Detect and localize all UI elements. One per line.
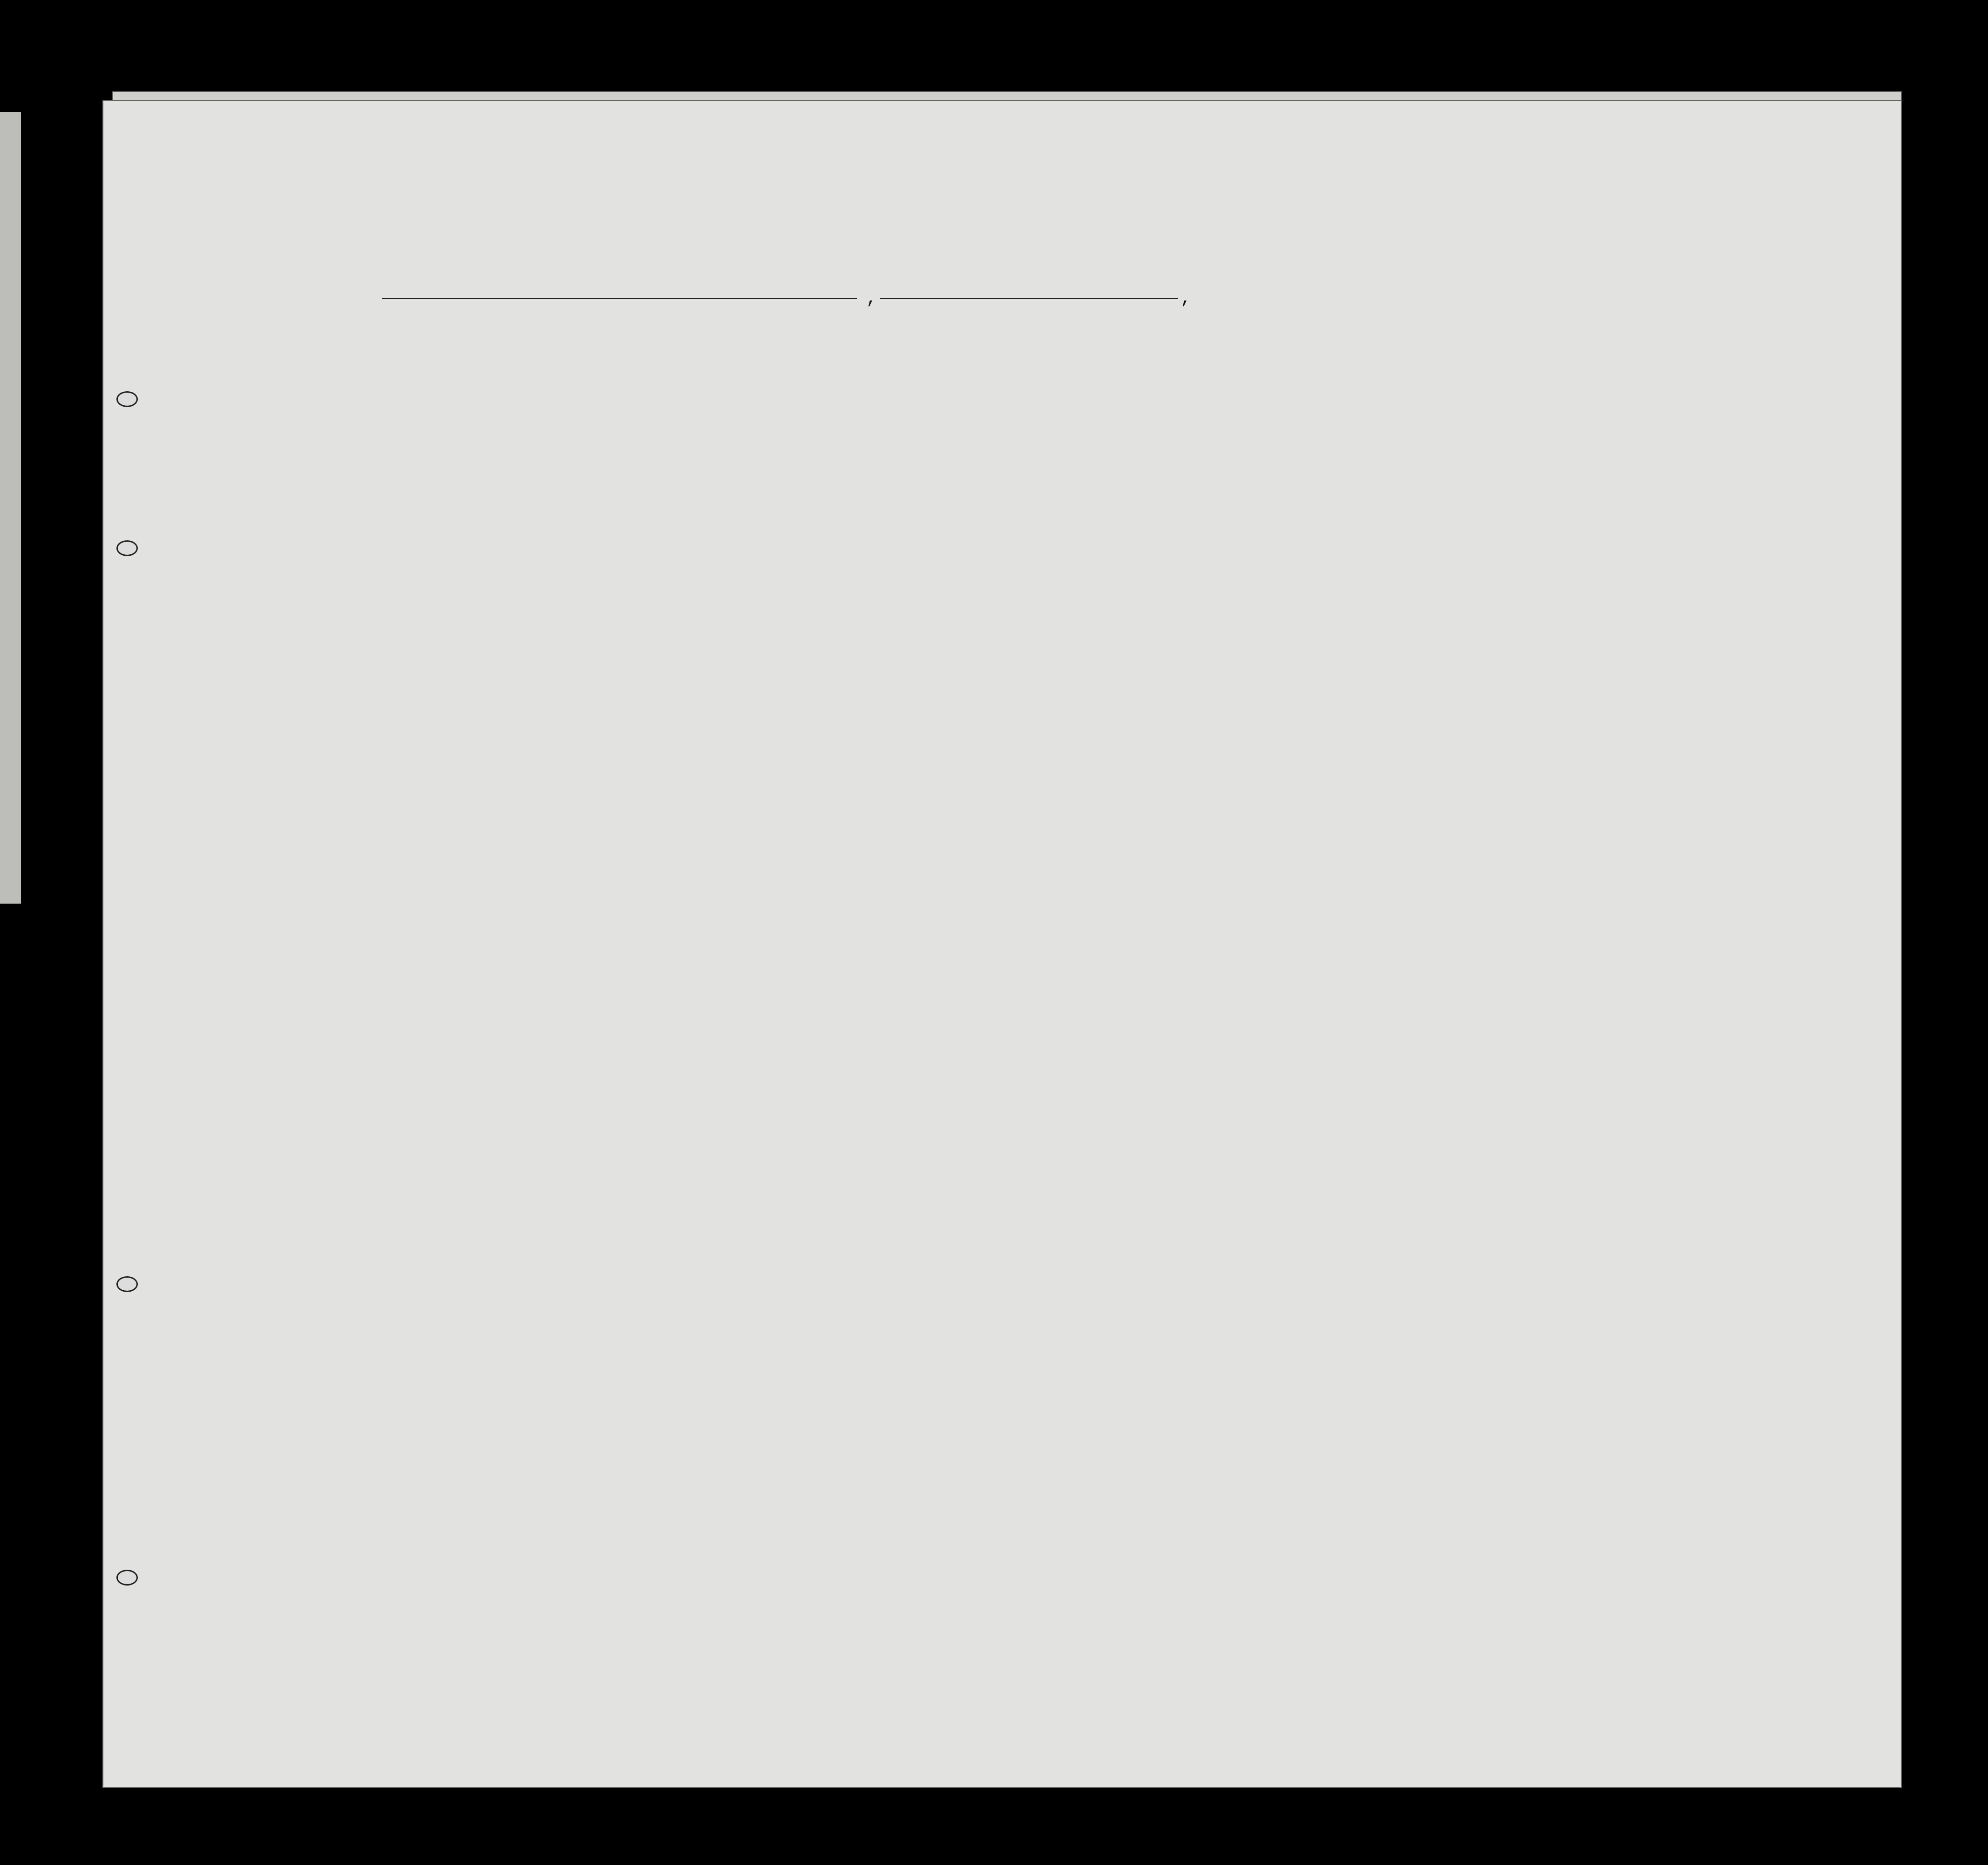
binder-hole <box>116 540 138 556</box>
port-underline <box>382 298 857 299</box>
binder-hole <box>116 1570 138 1586</box>
binder-hole <box>116 1276 138 1292</box>
manifest-page <box>102 100 1902 1788</box>
comma: , <box>1181 289 1191 309</box>
date-underline <box>880 298 1178 299</box>
adjacent-page-edge <box>0 112 21 904</box>
binder-hole <box>116 391 138 407</box>
comma: , <box>866 289 877 309</box>
